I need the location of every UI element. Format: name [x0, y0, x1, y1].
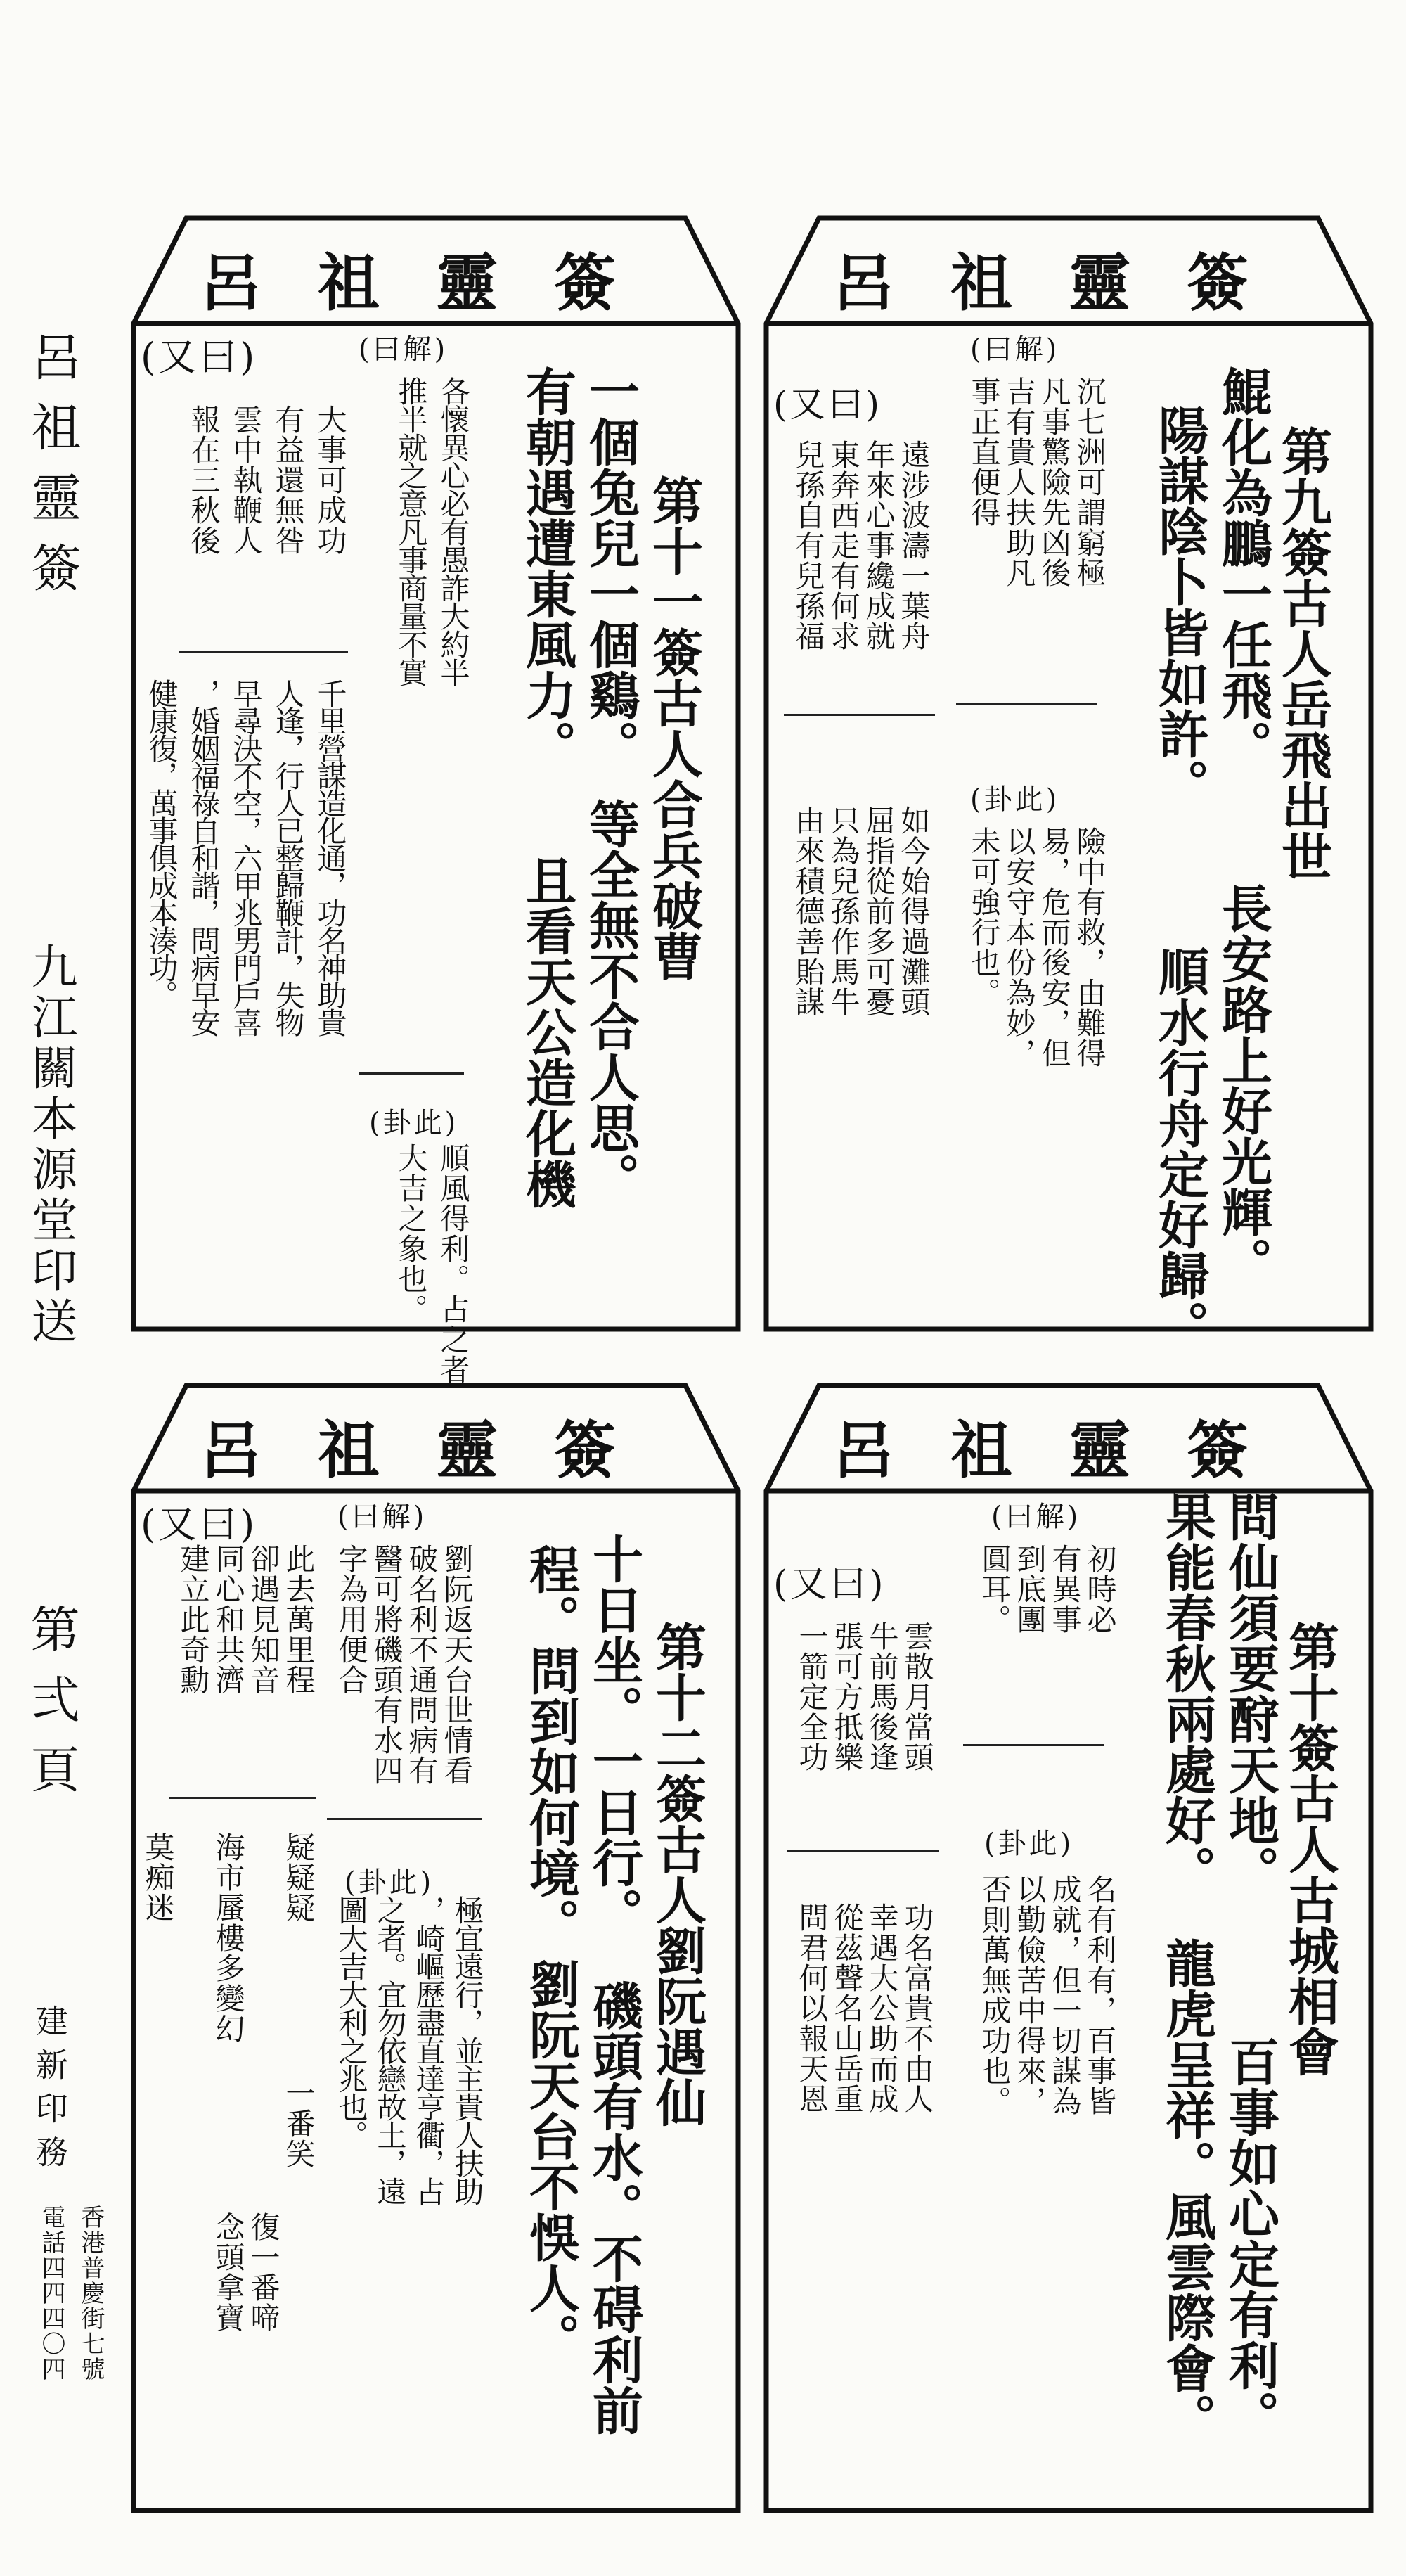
jie-line: 圓耳。: [977, 1544, 1012, 1634]
verse-line: 等全無不合人思。: [580, 798, 640, 1203]
label-gua: (卦此): [984, 1828, 1074, 1860]
you-line: 遠涉波濤一葉舟: [896, 440, 931, 651]
you-line: 年來心事纔成就: [861, 440, 896, 651]
you-line: 建立此奇勳: [176, 1544, 211, 1695]
card-title: 呂祖靈簽: [832, 246, 1305, 319]
page-number: 第弍頁: [22, 1603, 80, 1814]
divider: [179, 651, 348, 653]
divider: [784, 714, 935, 716]
card-heading: 第十二簽古人劉阮遇仙: [647, 1621, 707, 2127]
jie-line: 凡事驚險先凶後: [1037, 376, 1072, 588]
jie-line: 劉阮返天台世情看: [439, 1544, 475, 1786]
verse-line: 問仙須要酧天地。: [1220, 1491, 1280, 1896]
verse-line: 鯤化為鵬一任飛。: [1213, 366, 1273, 771]
you-line: 張可方抵樂: [830, 1621, 865, 1772]
you-line: 如今始得過灘頭: [896, 805, 931, 1017]
margin-title: 呂祖靈簽: [22, 331, 82, 612]
card-12: [127, 1382, 745, 2514]
jie-line: 沉七洲可謂窮極: [1072, 376, 1107, 588]
card-heading: 第十簽古人古城相會: [1279, 1621, 1340, 2077]
label-gua: (卦此): [369, 1107, 459, 1139]
divider: [963, 1744, 1104, 1746]
verse-line: 果能春秋兩處好。: [1156, 1491, 1217, 1896]
you-line: 功名富貴不由人: [900, 1902, 935, 2114]
divider: [956, 703, 1097, 705]
you-line: 由來積德善貽謀: [791, 805, 826, 1017]
verse-line: 有朝遇遭東風力。: [517, 366, 577, 771]
card-title: 呂祖靈簽: [199, 246, 672, 319]
jie-line: 各懷異心必有愚詐大約半: [436, 376, 471, 686]
gua-line: 以勤儉苦中得來，: [1012, 1874, 1047, 2116]
label-jie: (曰解): [991, 1501, 1081, 1533]
divider: [787, 1850, 939, 1852]
verse-line: 且看天公造化機: [517, 854, 577, 1209]
gua-line: 未可強行也。: [967, 826, 1002, 1008]
jie-line: 推半就之意凡事商量不實: [394, 376, 429, 686]
jie-line: 破名利不通問病有: [404, 1544, 439, 1786]
you-line: 東奔西走有何求: [826, 440, 861, 651]
jie-line: 有異事: [1047, 1544, 1083, 1634]
gua-line: ，崎嶇歷盡直達亨衢，占: [411, 1895, 446, 2205]
verse-line: 龍虎呈祥。風雲際會。: [1156, 1937, 1217, 2444]
gua-line: 大吉之象也。: [394, 1143, 429, 1324]
card-10: [759, 1382, 1378, 2514]
verse-line: 十日坐。一日行。: [583, 1533, 644, 1938]
gua-line: 險中有救，由難得: [1072, 826, 1107, 1068]
you-line: 復一番啼: [246, 2212, 281, 2333]
you-line: 報在三秋後: [186, 404, 221, 556]
you-line: 問君何以報天恩: [794, 1902, 830, 2114]
jie-line: 吉有貴人扶助凡: [1002, 376, 1037, 588]
you-line: 人逢，行人已整歸鞭計，失物: [271, 679, 306, 1035]
label-gua: (卦此): [344, 1866, 434, 1899]
label-you: (又曰): [141, 1502, 258, 1546]
you-line: 海市蜃樓多變幻: [211, 1832, 246, 2044]
gua-line: 極宜遠行，並主貴人扶助: [450, 1895, 485, 2205]
jie-line: 初時必: [1083, 1544, 1118, 1634]
you-line: 有益還無咎: [271, 404, 306, 556]
verse-line: 順水行舟定好歸。: [1149, 946, 1210, 1351]
gua-line: 之者。宜勿依戀故土，遠: [373, 1895, 408, 2205]
label-gua: (卦此): [970, 783, 1060, 816]
label-you: (又曰): [773, 1563, 886, 1606]
you-line: 念頭拿寶: [211, 2212, 246, 2333]
you-line: 雲中執鞭人: [228, 404, 264, 556]
you-line: 疑疑疑: [281, 1832, 316, 1923]
you-line: 千里營謀造化通，功名神助貴: [313, 679, 348, 1035]
verse-line: 一個兔兒一個鷄。: [580, 366, 640, 771]
you-line: 同心和共濟: [211, 1544, 246, 1695]
gua-line: 易，危而後安，但: [1037, 826, 1072, 1068]
printer-name: 建新印務: [31, 2004, 69, 2179]
card-11: [127, 214, 745, 1385]
verse-line: 劉阮天台不悞人。: [520, 1959, 581, 2364]
gua-line: 以安守本份為妙，: [1002, 826, 1037, 1068]
you-line: 兒孫自有兒孫福: [791, 440, 826, 651]
card-9: [759, 214, 1378, 1351]
gua-line: 順風得利。占之者: [436, 1143, 471, 1385]
label-jie: (曰解): [970, 333, 1060, 366]
you-line: 早尋決不空，六甲兆男門戶喜: [228, 679, 264, 1035]
jie-line: 到底團: [1012, 1544, 1047, 1634]
verse-line: 長安路上好光輝。: [1213, 883, 1273, 1288]
jie-line: 醫可將磯頭有水四: [369, 1544, 404, 1786]
label-jie: (曰解): [359, 333, 449, 366]
printer-address: 香港普慶街七號: [77, 2205, 105, 2382]
label-you: (又曰): [141, 335, 258, 379]
you-line: 只為兒孫作馬牛: [826, 805, 861, 1017]
card-heading: 第九簽古人岳飛出世: [1272, 425, 1333, 881]
card-title: 呂祖靈簽: [832, 1414, 1305, 1487]
you-line: 屈指從前多可憂: [861, 805, 896, 1017]
you-line: 幸遇大公助而成: [865, 1902, 900, 2114]
you-line: ，婚姻福祿自和諧，問病早安: [186, 679, 221, 1035]
card-title: 呂祖靈簽: [199, 1414, 672, 1487]
you-line: 一番笑: [281, 2078, 316, 2169]
you-line: 此去萬里程: [281, 1544, 316, 1695]
divider: [169, 1797, 316, 1799]
gua-line: 成就，但一切謀為: [1047, 1874, 1083, 2116]
card-heading: 第十一簽古人合兵破曹: [643, 475, 704, 981]
verse-line: 程。問到如何境。: [520, 1544, 581, 1949]
gua-line: 圖大吉大利之兆也。: [334, 1895, 369, 2148]
gua-line: 否則萬無成功也。: [977, 1874, 1012, 2116]
you-line: 從茲聲名山岳重: [830, 1902, 865, 2114]
verse-line: 陽謀陰卜皆如許。: [1149, 404, 1210, 809]
label-jie: (曰解): [337, 1501, 427, 1533]
jie-line: 事正直便得: [967, 376, 1002, 527]
you-line: 健康復，萬事俱成本湊功。: [144, 679, 179, 1008]
divider: [327, 1818, 482, 1820]
you-line: 莫痴迷: [141, 1832, 176, 1923]
verse-line: 百事如心定有利。: [1220, 2036, 1280, 2441]
gua-line: 名有利有，百事皆: [1083, 1874, 1118, 2116]
verse-line: 磯頭有水。不碍利前: [583, 1980, 644, 2435]
you-line: 雲散月當頭: [900, 1621, 935, 1772]
margin-source: 九江關本源堂印送: [23, 942, 77, 1347]
you-line: 牛前馬後逢: [865, 1621, 900, 1772]
you-line: 卻遇見知音: [246, 1544, 281, 1695]
printer-phone: 電話四四四〇四: [37, 2205, 65, 2382]
you-line: 大事可成功: [313, 404, 348, 556]
jie-line: 字為用便合: [334, 1544, 369, 1695]
you-line: 一箭定全功: [794, 1621, 830, 1772]
label-you: (又曰): [773, 384, 883, 425]
divider: [359, 1072, 464, 1075]
